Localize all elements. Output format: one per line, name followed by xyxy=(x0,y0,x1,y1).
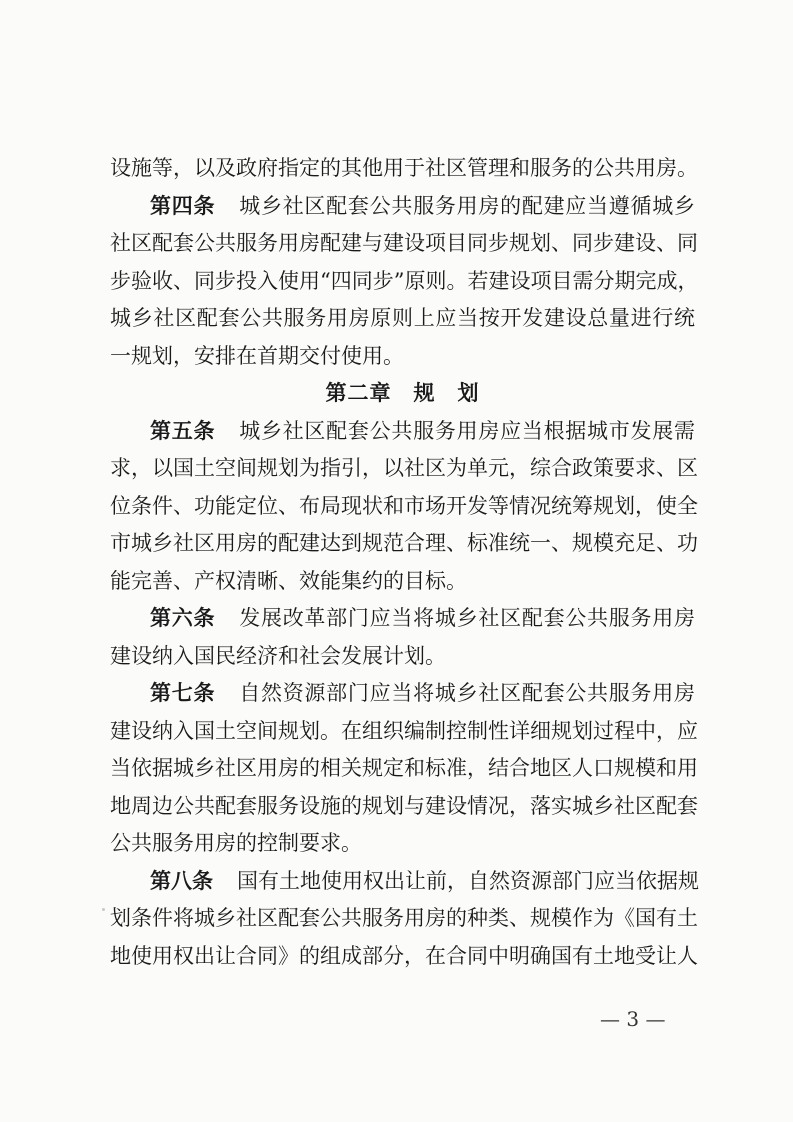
text-line: 能完善、产权清晰、效能集约的目标。 xyxy=(110,568,467,593)
text-line: 城乡社区配套公共服务用房应当根据城市发展需 xyxy=(239,418,695,443)
text-line: 公共服务用房的控制要求。 xyxy=(110,831,362,855)
article-number: 第四条 xyxy=(150,193,216,218)
article-7-first-line xyxy=(110,675,695,713)
chapter-heading: 第二章 规 划 xyxy=(325,381,480,405)
page-number: — 3 — xyxy=(600,1007,666,1031)
article-number: 第五条 xyxy=(150,418,216,443)
text-line: 设施等，以及政府指定的其他用于社区管理和服务的公共用房。 xyxy=(110,156,698,180)
text-line: 位条件、功能定位、布局现状和市场开发等情况统筹规划，使全 xyxy=(110,493,698,518)
article-5-first-line xyxy=(110,413,695,451)
article-number: 第八条 xyxy=(150,868,213,893)
text-line: 国有土地使用权出让前，自然资源部门应当依据规 xyxy=(237,868,699,893)
document-body xyxy=(110,150,699,975)
article-6-first-line xyxy=(110,600,695,638)
text-line: 步验收、同步投入使用“四同步”原则。若建设项目需分期完成， xyxy=(110,268,699,293)
article-8-first-line xyxy=(110,863,699,901)
article-number: 第七条 xyxy=(150,681,216,705)
text-line: 当依据城乡社区用房的相关规定和标准，结合地区人口规模和用 xyxy=(110,756,698,780)
text-line: 划条件将城乡社区配套公共服务用房的种类、规模作为《国有土 xyxy=(110,906,698,930)
text-line: 建设纳入国土空间规划。在组织编制控制性详细规划过程中，应 xyxy=(110,718,698,743)
text-line: 城乡社区配套公共服务用房的配建应当遵循城乡 xyxy=(239,193,695,218)
scan-dot xyxy=(102,908,105,911)
text-line: 市城乡社区用房的配建达到规范合理、标准统一、规模充足、功 xyxy=(110,531,698,555)
text-line: 求，以国土空间规划为指引，以社区为单元，综合政策要求、区 xyxy=(110,456,698,480)
text-line: 一规划，安排在首期交付使用。 xyxy=(110,343,404,368)
text-line: 城乡社区配套公共服务用房原则上应当按开发建设总量进行统 xyxy=(110,306,695,330)
text-line: 发展改革部门应当将城乡社区配套公共服务用房 xyxy=(239,606,695,630)
article-number: 第六条 xyxy=(150,606,216,630)
text-line: 社区配套公共服务用房配建与建设项目同步规划、同步建设、同 xyxy=(110,231,698,255)
text-line: 建设纳入国民经济和社会发展计划。 xyxy=(110,643,446,668)
text-line: 自然资源部门应当将城乡社区配套公共服务用房 xyxy=(239,681,695,705)
article-4-first-line xyxy=(110,188,695,226)
text-line: 地使用权出让合同》的组成部分，在合同中明确国有土地受让人 xyxy=(110,943,698,968)
text-line: 地周边公共配套服务设施的规划与建设情况，落实城乡社区配套 xyxy=(110,793,698,818)
